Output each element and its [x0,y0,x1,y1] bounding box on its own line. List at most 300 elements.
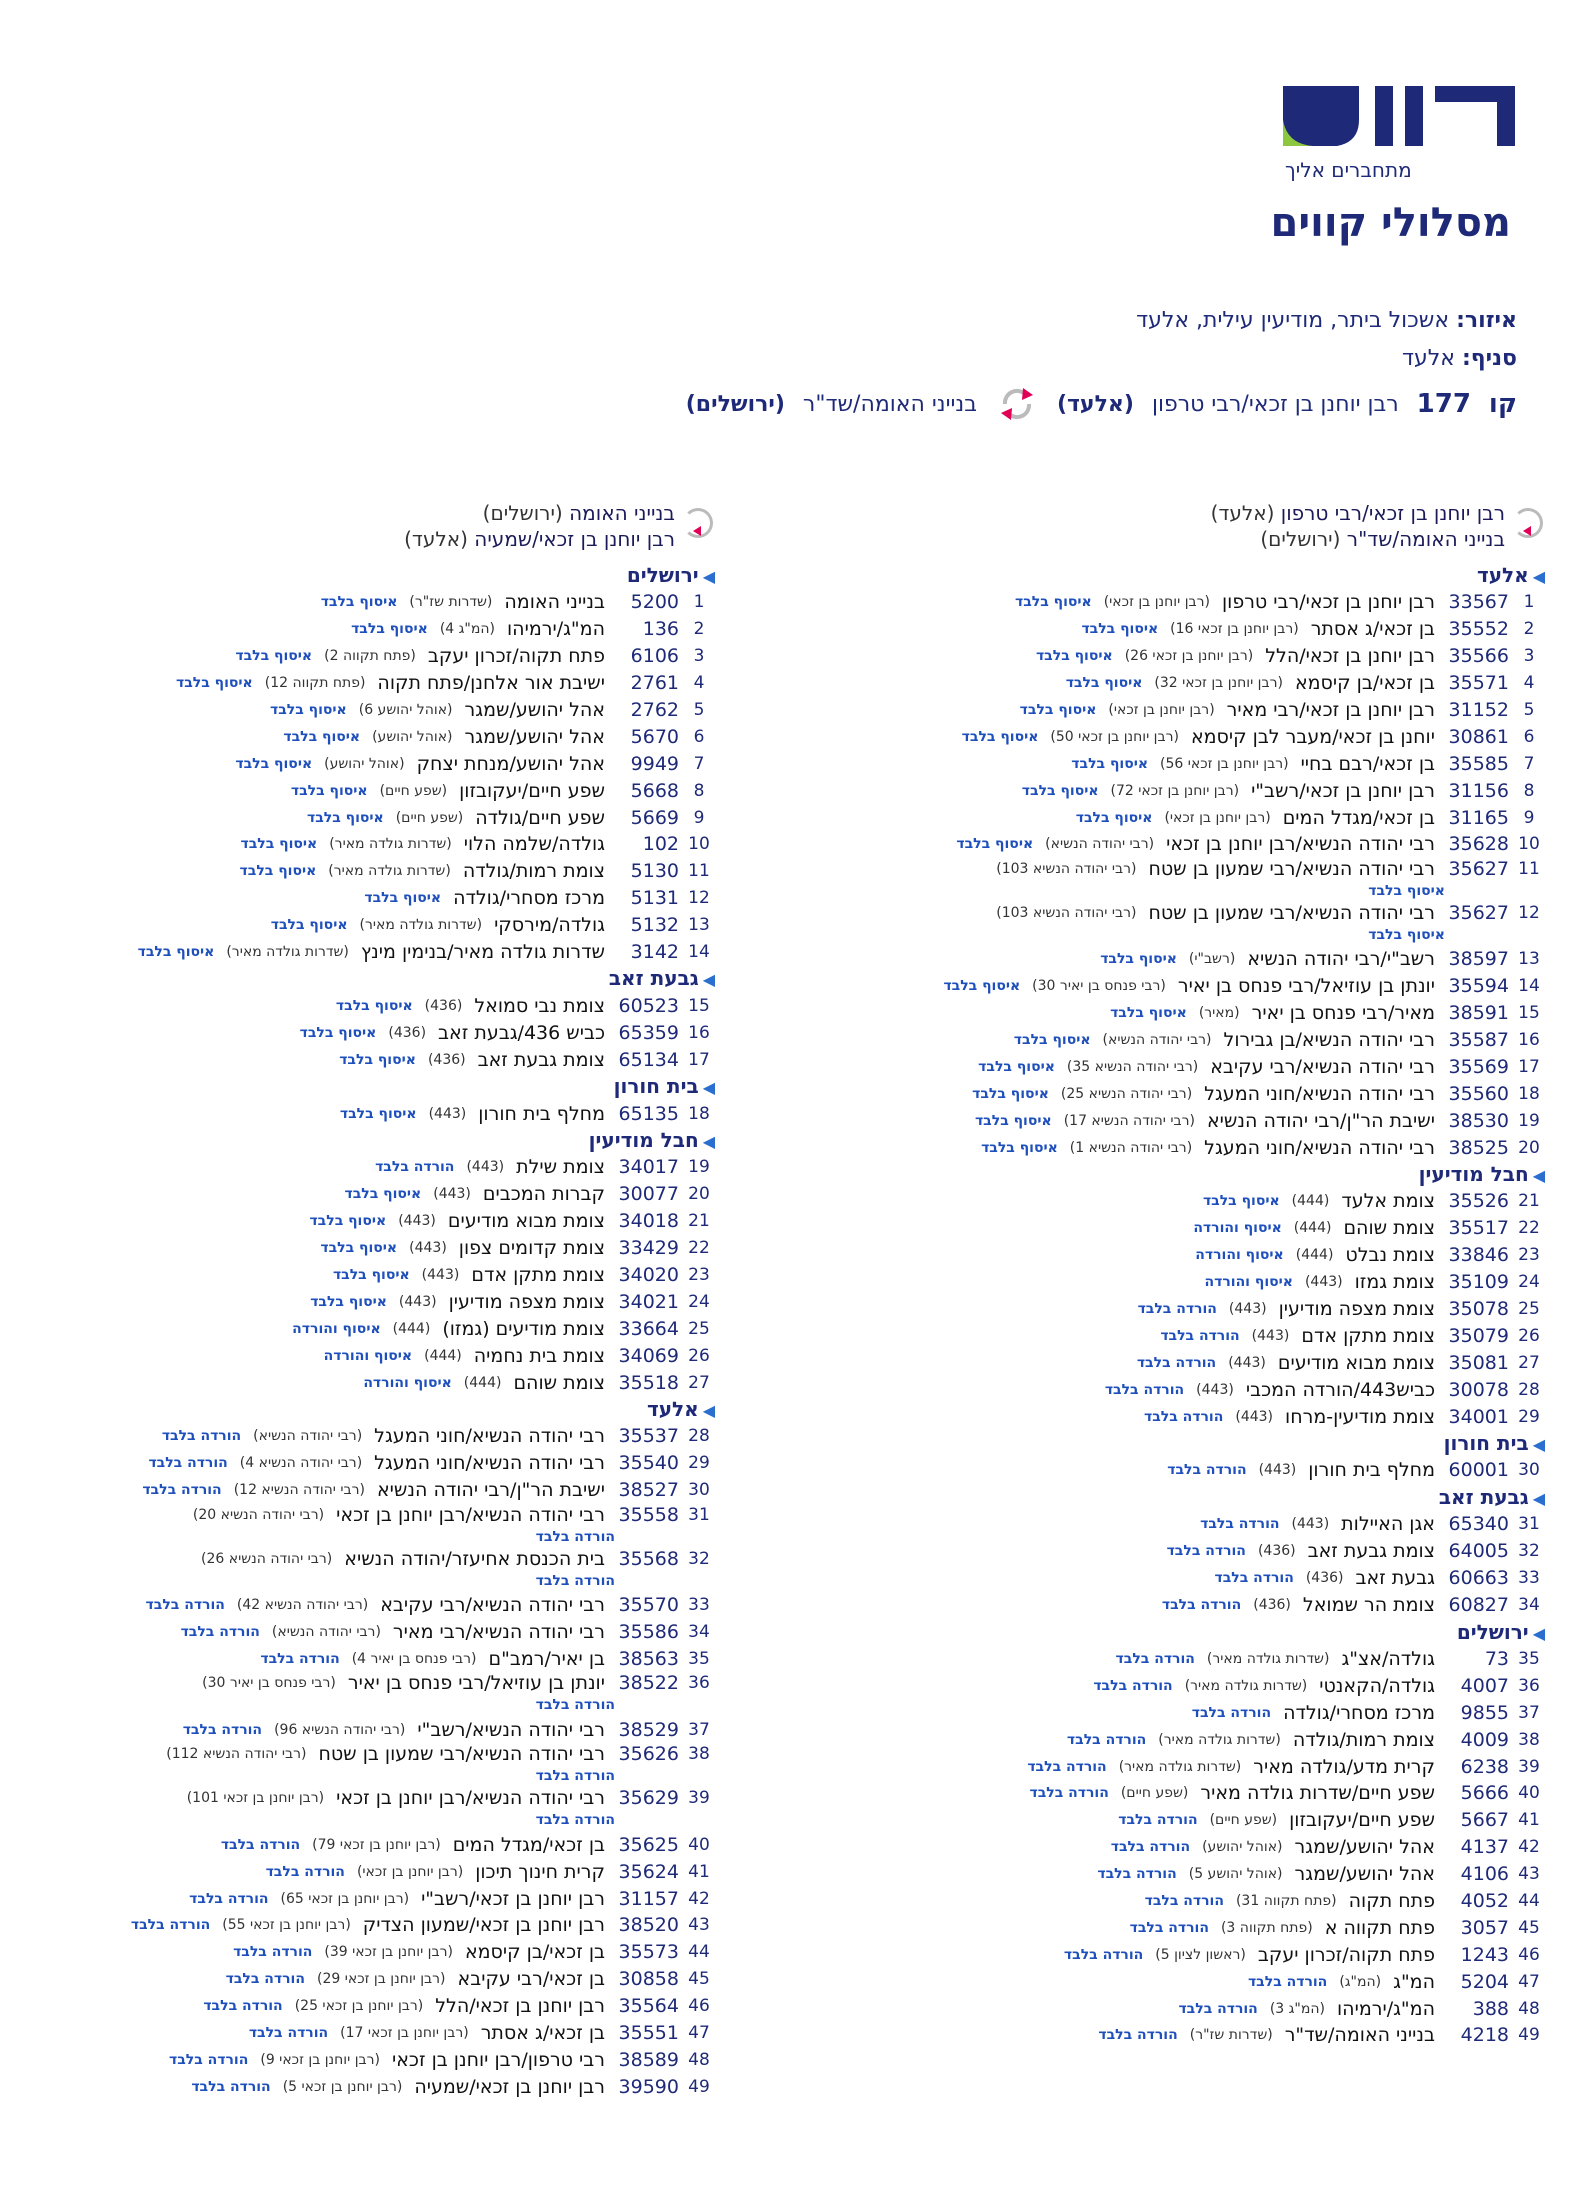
city-section-header [29,1073,719,1100]
direction-to-line [859,526,1505,552]
stop-service-note: איסוף בלבד [270,917,348,934]
stop-service-note: איסוף והורדה [323,1347,413,1364]
stop-code: 6106 [630,645,679,668]
stop-service-note: איסוף בלבד [1368,926,1445,943]
stop-code: 35526 [1448,1190,1509,1213]
stop-service-note: איסוף בלבד [1035,648,1113,665]
stop-code: 30077 [618,1183,679,1206]
stop-street: (רבן יוחנן בן זכאי 50) [1050,728,1179,745]
stop-row [859,1968,1549,1995]
stop-row [859,804,1549,831]
stop-street: (ראשון לציון 5) [1155,1946,1246,1963]
stop-row [29,1885,719,1912]
city-section-header [859,562,1549,589]
stop-street: (443) [398,1213,436,1230]
stop-street: (רבי יהודה הנשיא 25) [1060,1085,1193,1102]
stop-code: 38591 [1448,1002,1509,1025]
stop-name: רבי יהודה הנשיא/רבן יוחנן בן זכאי [336,1503,605,1526]
stop-name: מרכז מסחרי/גולדה [453,887,605,910]
stop-row [29,2046,719,2073]
stop-row [29,1912,719,1939]
stop-row [29,1450,719,1477]
stop-code: 5132 [630,914,679,937]
stop-index: 42 [1518,1837,1540,1858]
section-triangle-icon: ◀ [702,1401,715,1421]
stop-code: 4007 [1460,1674,1509,1697]
stop-name: רבן יוחנן בן זכאי/רבי טרפון [1221,591,1435,614]
stop-name: צומת מתקן אדם [1301,1324,1435,1347]
stop-service-note: הורדה בלבד [1137,1301,1217,1318]
stop-row [29,1672,719,1716]
stop-service-note: איסוף בלבד [972,1085,1049,1102]
stop-index: 16 [1518,1030,1540,1051]
stop-row [29,1939,719,1966]
section-city-name: חבל מודיעין [588,1128,699,1153]
stop-code: 65134 [618,1048,679,1071]
stop-street: (אוהל יהושע 5) [1188,1866,1283,1883]
stop-name: פתח תקוה [1348,1889,1435,1912]
stop-index: 47 [688,2022,710,2043]
stop-row [29,1154,719,1181]
stop-row [29,723,719,750]
stop-row [29,939,719,966]
stop-street: (443) [1291,1516,1330,1533]
stop-service-note: איסוף בלבד [306,809,384,826]
stop-street: (רבי יהודה הנשיא 26) [200,1550,333,1567]
stop-row [859,1000,1549,1027]
stop-name: מחלף בית חורון [1308,1459,1435,1482]
stop-street: (רבי יהודה הנשיא 1) [1069,1139,1193,1156]
stop-code: 38597 [1448,948,1509,971]
stop-row [859,1457,1549,1484]
stop-service-note: הורדה בלבד [1136,1354,1217,1371]
stop-street: (רבי יהודה הנשיא) [271,1624,381,1641]
stop-code: 35081 [1448,1351,1509,1374]
stop-index: 39 [1518,1756,1540,1777]
direction-from: בנייני האומה [569,501,675,525]
stop-index: 5 [693,700,705,720]
stop-name: מחלף בית חורון [478,1102,605,1125]
stop-service-note: הורדה בלבד [1098,2027,1178,2044]
stop-service-note: איסוף בלבד [1014,594,1092,611]
stop-service-note: איסוף בלבד [351,621,428,638]
stop-name: צומת גבעת זאב [477,1048,605,1071]
stop-name: צומת מצפה מודיעין [448,1290,605,1313]
stop-street: (שפע חיים) [1120,1785,1189,1802]
stop-service-note: הורדה בלבד [1160,1327,1240,1344]
stop-index: 2 [693,619,705,640]
stop-code: 4052 [1460,1889,1509,1912]
stop-service-note: איסוף בלבד [1075,809,1153,826]
stop-service-note: הורדה בלבד [1161,1597,1242,1614]
stop-name: בן זכאי/בן קיסמא [464,1941,605,1964]
stop-index: 32 [688,1548,710,1569]
stop-index: 23 [1518,1245,1540,1266]
stop-code: 33846 [1448,1244,1509,1267]
stop-code: 5200 [630,591,679,614]
stop-index: 27 [688,1372,710,1393]
stop-index: 26 [688,1345,710,1366]
stop-street: (436) [388,1024,427,1041]
stop-name: צומת נבלט [1345,1244,1435,1267]
kavim-logo [1279,80,1519,180]
stop-service-note: איסוף והורדה [1193,1220,1282,1237]
branch-row [1402,346,1517,371]
stop-index: 31 [1518,1514,1540,1535]
stop-name: צומת שילת [516,1156,605,1179]
stop-street: (443) [1235,1408,1274,1425]
stop-index: 16 [688,1022,710,1043]
stop-row [859,643,1549,670]
stop-row [29,1548,719,1592]
stop-name: יוחנן בן זכאי/מעבר לבן קיסמא [1190,725,1435,748]
stop-index: 45 [688,1969,710,1990]
stop-index: 48 [688,2049,710,2070]
stop-name: יונתן בן עוזיאל/רבי פנחס בן יאיר [1177,975,1435,998]
direction-from-line [859,500,1505,526]
stop-service-note: הורדה בלבד [375,1159,455,1176]
city-section-header [29,1396,719,1423]
stop-street: (המ"ג 4) [439,621,495,638]
stop-name: קרית מדע/גולדה מאיר [1253,1755,1435,1778]
stop-name: ישיבת הר"ן/רבי יהודה הנשיא [376,1479,605,1502]
stop-index: 32 [1518,1541,1540,1562]
stop-street: (רבי יהודה הנשיא 103) [996,904,1137,921]
stop-street: (פתח תקווה 2) [324,648,416,665]
stop-row [29,616,719,643]
section-triangle-icon: ◀ [1532,1488,1545,1508]
stop-row [859,1914,1549,1941]
stop-service-note: איסוף בלבד [299,1024,377,1041]
stop-row [859,1403,1549,1430]
section-city-name: בית חורון [613,1074,699,1099]
stop-street: (רבי יהודה הנשיא 12) [233,1482,365,1499]
stop-row [859,1565,1549,1592]
stop-index: 4 [693,673,705,694]
stop-row [859,1646,1549,1673]
stop-service-note: הורדה בלבד [1166,1543,1246,1560]
stop-row [29,1592,719,1619]
branch-value: אלעד [1401,346,1455,371]
stop-name: מרכז מסחרי/גולדה [1283,1701,1435,1724]
stop-service-note: איסוף בלבד [339,1051,416,1068]
stop-name: רבי יהודה הנשיא/רבי שמעון בן שטח [318,1743,605,1766]
stop-index: 40 [688,1834,710,1855]
stop-index: 23 [688,1265,710,1286]
stop-index: 21 [688,1211,710,1232]
stop-name: רבי יהודה הנשיא/רבן יוחנן בן זכאי [1166,833,1435,856]
stop-row [29,589,719,616]
stop-street: (רבן יוחנן בן זכאי 55) [222,1917,351,1934]
area-row [1136,308,1517,333]
stop-service-note: הורדה בלבד [203,1998,283,2015]
stop-name: רבן יוחנן בן זכאי/שמעיה [414,2075,605,2098]
stop-street: (רבי פנחס בן יאיר 4) [351,1650,477,1667]
stop-code: 35573 [618,1941,679,1964]
stop-street: (443) [428,1105,467,1122]
line-row [686,386,1517,422]
stop-street: (פתח תקווה 12) [264,675,366,692]
stop-street: (שדרות גולדה מאיר) [329,836,452,853]
stop-street: (444) [392,1320,431,1337]
stop-name: רבן יוחנן בן זכאי/שמעון הצדיק [362,1914,605,1937]
stop-street: (שדרות גולדה מאיר) [328,863,451,880]
stop-row [859,1995,1549,2022]
stop-index: 14 [688,942,710,963]
stop-street: (443) [1196,1381,1234,1398]
stop-code: 33429 [618,1237,679,1260]
stop-service-note: הורדה בלבד [191,2078,271,2095]
stop-code: 30078 [1448,1378,1509,1401]
line-label: קו [1488,389,1517,419]
stop-service-note: איסוף בלבד [239,863,317,880]
stop-index: 38 [688,1744,710,1765]
stop-street: (רבי יהודה הנשיא 17) [1063,1112,1195,1129]
stop-service-note: איסוף והורדה [1204,1274,1293,1291]
stop-code: 38520 [618,1914,679,1937]
stop-name: בן זכאי/ג אסתר [1310,618,1435,641]
stop-street: (שדרות גולדה מאיר) [1118,1758,1242,1775]
stop-row [29,1181,719,1208]
stop-code: 35586 [618,1621,679,1644]
stop-row [29,1787,719,1831]
stop-street: (443) [1251,1327,1290,1344]
stop-street: (436) [427,1051,466,1068]
stop-name: רבן יוחנן בן זכאי/הלל [435,1995,605,2018]
stop-service-note: איסוף והורדה [1195,1247,1284,1264]
page-title: מסלולי קווים [1270,200,1511,246]
stop-row [29,1019,719,1046]
stop-index: 15 [688,995,710,1016]
stop-service-note: איסוף בלבד [332,1267,410,1284]
stop-service-note: הורדה בלבד [189,1890,269,1907]
stop-name: המ"ג/ירמיהו [1336,1997,1435,2020]
stop-service-note: איסוף בלבד [1100,951,1177,968]
stop-code: 35587 [1448,1029,1509,1052]
stop-service-note: איסוף בלבד [320,594,398,611]
kavim-logo-mark [1279,80,1519,160]
stop-row [29,1423,719,1450]
stop-name: צומת רמות/גולדה [1292,1728,1435,1751]
stop-row [859,946,1549,973]
stop-index: 17 [688,1049,710,1070]
stop-row [29,1477,719,1504]
stop-service-note: איסוף בלבד [1081,621,1159,638]
stop-service-note: הורדה בלבד [220,1836,301,1853]
stop-index: 36 [1518,1675,1540,1696]
stop-row [859,616,1549,643]
stop-row [29,1966,719,1993]
section-triangle-icon: ◀ [1532,567,1545,586]
stop-street: (אוהל יהושע 6) [358,702,453,718]
stop-service-note: הורדה בלבד [1115,1650,1195,1667]
stop-index: 37 [688,1719,710,1740]
stop-street: (444) [424,1347,462,1364]
stop-service-note: איסוף בלבד [240,836,318,853]
stop-row [859,1376,1549,1403]
stop-name: גולדה/אצ"ג [1341,1647,1435,1670]
stop-row [859,831,1549,858]
stop-row [859,1322,1549,1349]
stop-code: 5666 [1460,1782,1509,1805]
stop-name: גולדה/שלמה הלוי [463,833,605,856]
area-value: אשכול ביתר, מודיעין עילית, אלעד [1136,308,1450,333]
stop-name: צומת מבוא מודיעים [1277,1351,1435,1374]
stop-code: 73 [1484,1647,1509,1670]
stop-service-note: הורדה בלבד [161,1428,242,1445]
stop-name: אגן האיילות [1341,1513,1435,1536]
stop-service-note: איסוף בלבד [1065,675,1143,692]
stop-row [859,1242,1549,1269]
stop-index: 43 [1518,1864,1540,1885]
stop-service-note: הורדה בלבד [1104,1381,1185,1398]
stop-street: (444) [1291,1193,1330,1210]
stop-index: 28 [1518,1379,1540,1400]
stop-index: 11 [688,861,710,882]
stop-service-note: הורדה בלבד [142,1482,222,1499]
stop-name: רבן יוחנן בן זכאי/הלל [1265,645,1435,668]
stop-street: (שדרות שז"ר) [1189,2027,1273,2044]
stop-row [29,1619,719,1646]
stop-name: פתח תקוה/זכרון יעקב [427,645,605,668]
stop-service-note: איסוף בלבד [974,1112,1052,1129]
stop-index: 18 [688,1103,710,1124]
stop-index: 30 [688,1480,710,1501]
stop-street: (פתח תקווה 3) [1220,1919,1313,1936]
stop-code: 4218 [1460,2024,1509,2047]
stop-street: (רבי יהודה הנשיא) [253,1428,363,1445]
stop-code: 5131 [630,887,679,910]
stop-service-note: הורדה בלבד [1200,1516,1280,1533]
direction-to: רבן יוחנן בן זכאי/שמעיה [474,527,675,551]
stop-code: 35537 [618,1425,679,1448]
stop-index: 31 [688,1504,710,1525]
stop-row [859,1672,1549,1699]
line-to-city: (ירושלים) [685,391,785,417]
stop-street: (443) [1304,1274,1343,1291]
stop-code: 60001 [1448,1459,1509,1482]
stop-index: 27 [1518,1352,1540,1373]
stop-code: 1243 [1460,1943,1509,1966]
stop-code: 39590 [618,2075,679,2098]
city-section-header [29,965,719,992]
stop-service-note: הורדה בלבד [1066,1731,1147,1748]
stop-service-note: איסוף בלבד [137,944,215,961]
stop-code: 5204 [1460,1970,1509,1993]
direction-return [29,500,719,2180]
stop-name: רבי יהודה הנשיא/רבי עקיבא [1210,1055,1435,1078]
stop-index: 8 [693,780,705,801]
stop-code: 35540 [618,1452,679,1475]
stop-code: 136 [642,618,679,641]
stop-code: 35628 [1448,833,1509,856]
stop-index: 15 [1518,1003,1540,1024]
stop-index: 36 [688,1673,710,1694]
stop-service-note: הורדה בלבד [248,2024,329,2041]
stop-index: 41 [1518,1810,1540,1831]
stop-row [29,885,719,912]
stop-index: 2 [1523,619,1535,640]
stop-street: (שדרות גולדה מאיר) [359,917,483,934]
stop-street: (436) [424,997,463,1014]
stop-row [29,1342,719,1369]
stop-index: 6 [1523,726,1535,747]
stop-index: 37 [1518,1702,1540,1723]
stop-service-note: הורדה בלבד [182,1721,263,1738]
stop-name: בית הכנסת אחיעזר/יהודה הנשיא [344,1547,605,1570]
stop-name: אהל יהושע/שמגר [1294,1836,1435,1859]
section-city-name: גבעת זאב [1438,1484,1529,1509]
stop-row [29,1288,719,1315]
stop-street: (רבן יוחנן בן זכאי 9) [260,2051,380,2068]
stop-code: 2761 [630,672,679,695]
stop-code: 35570 [618,1594,679,1617]
stop-row [29,2020,719,2047]
stop-street: (שדרות גולדה מאיר) [1206,1650,1330,1667]
stop-code: 30861 [1448,725,1509,748]
stop-name: בנייני האומה/שד"ר [1284,2024,1435,2047]
stop-street: (רבן יוחנן בן זכאי 72) [1110,782,1240,799]
stop-name: ישיבת אור אלחנן/פתח תקוה [377,672,605,695]
stop-name: צומת שוהם [1343,1217,1435,1240]
stop-service-note: הורדה בלבד [1097,1866,1177,1883]
stop-index: 25 [688,1318,710,1339]
stop-code: 3057 [1460,1916,1509,1939]
stop-code: 4009 [1460,1728,1509,1751]
section-triangle-icon: ◀ [702,1132,715,1152]
stop-row [859,750,1549,777]
stop-street: (רבן יוחנן בן זכאי 17) [340,2024,469,2041]
stop-street: (רבי פנחס בן יאיר 30) [202,1675,336,1692]
stop-index: 40 [1518,1783,1540,1804]
stop-row [29,1369,719,1396]
stop-street: (רבן יוחנן בן זכאי 56) [1160,755,1289,772]
stop-row [859,1888,1549,1915]
stop-code: 35558 [618,1503,679,1526]
stop-street: (רבן יוחנן בן זכאי) [1164,809,1271,826]
stop-name: המ"ג/ירמיהו [506,618,605,641]
stop-code: 35629 [618,1787,679,1810]
stop-index: 24 [1518,1272,1540,1293]
stop-name: קברות המכבים [482,1183,605,1206]
stop-row [859,697,1549,724]
stop-street: (שפע חיים) [395,809,464,826]
stop-index: 47 [1518,1971,1540,1992]
stop-service-note: איסוף בלבד [1021,782,1099,799]
section-city-name: אלעד [1476,563,1529,587]
stop-index: 33 [688,1595,710,1616]
stop-name: רבי טרפון/רבן יוחנן בן זכאי [391,2048,605,2071]
stop-row [29,1743,719,1787]
stop-row [859,1941,1549,1968]
section-triangle-icon: ◀ [1532,1623,1545,1643]
stop-index: 24 [688,1291,710,1312]
stop-index: 12 [1518,902,1540,923]
stop-name: המ"ג [1393,1970,1435,1993]
stop-row [29,750,719,777]
stop-index: 49 [1518,2025,1540,2046]
stop-code: 3142 [630,941,679,964]
stop-service-note: איסוף בלבד [283,728,361,745]
stop-street: (443) [466,1159,505,1176]
stop-code: 38563 [618,1647,679,1670]
stop-index: 10 [688,834,710,855]
logo-tagline: מתחברים אליך [1285,158,1412,182]
stop-street: (443) [421,1267,460,1284]
stop-street: (שדרות גולדה מאיר) [226,944,349,961]
stop-name: רבי יהודה הנשיא/חוני המעגל [374,1452,605,1475]
stop-name: רבי יהודה הנשיא/רשב"י [417,1718,605,1741]
